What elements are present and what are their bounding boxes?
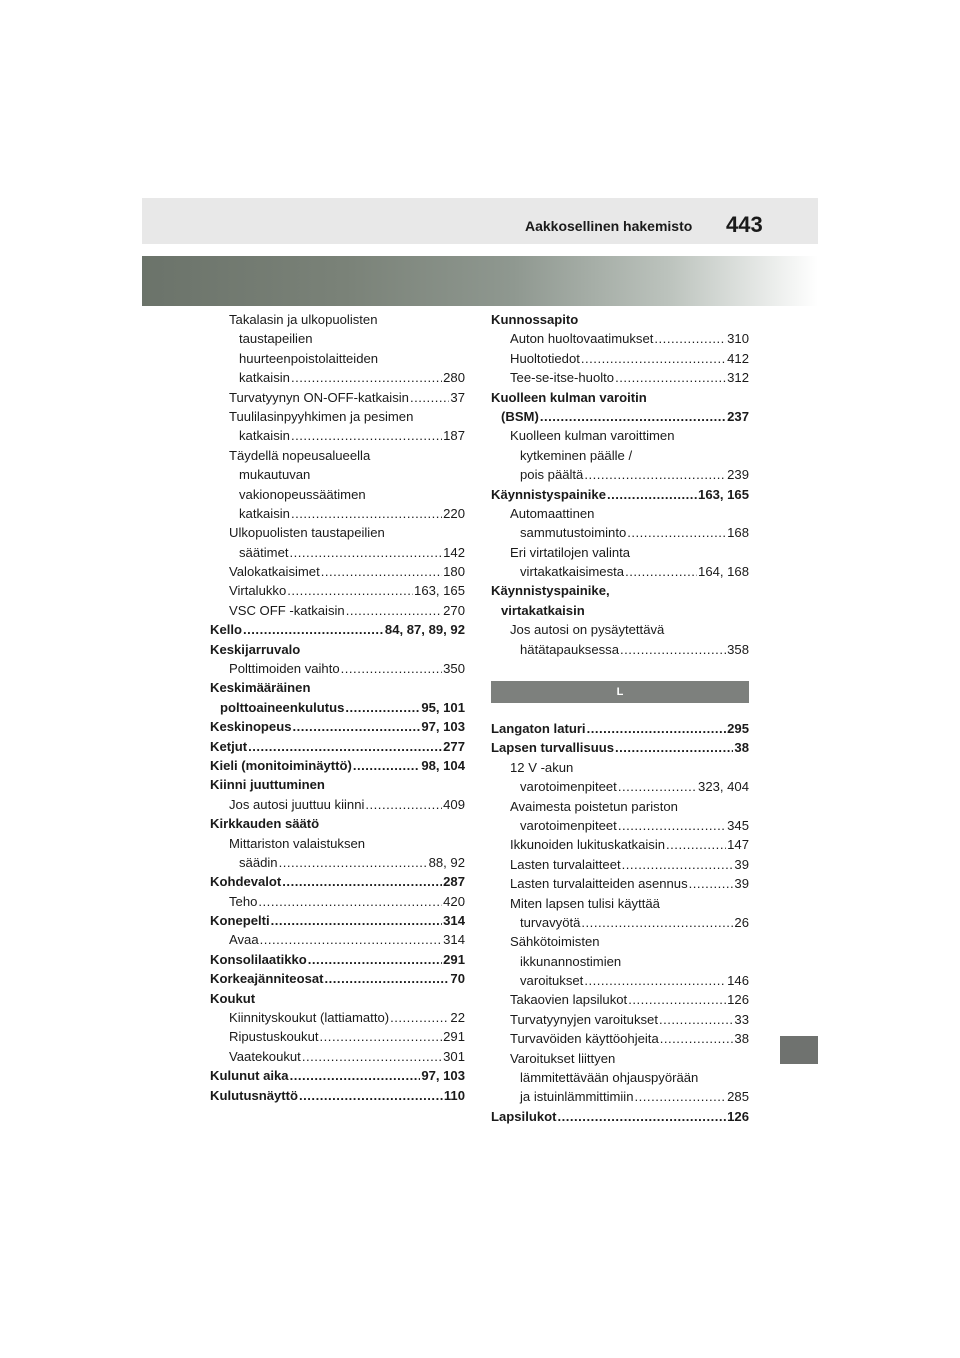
index-entry	[491, 1087, 749, 1106]
dot-leader	[243, 620, 384, 639]
index-entry-text: Avaimesta poistetun pariston	[510, 798, 678, 814]
index-entry	[210, 678, 465, 697]
index-entry-page: 39	[734, 856, 749, 872]
index-entry-text: 12 V -akun	[510, 759, 574, 775]
index-entry-text: Lasten turvalaitteet	[510, 856, 621, 872]
index-entry-text: Virtalukko	[229, 583, 287, 599]
index-entry-text: Turvatyynyn ON-OFF-katkaisin	[229, 389, 409, 405]
index-entry-page: 187	[443, 428, 465, 444]
index-entry-text: säätimet	[239, 544, 289, 560]
index-entry	[210, 969, 465, 988]
index-entry	[491, 388, 749, 407]
dot-leader	[308, 950, 442, 969]
index-entry-text: Avaa	[229, 932, 259, 948]
page-number: 443	[726, 212, 763, 237]
index-entry	[491, 446, 749, 465]
index-entry-text: (BSM)	[501, 408, 539, 424]
index-entry-page: 280	[443, 370, 465, 386]
index-entry-page: 70	[450, 971, 465, 987]
index-entry	[210, 504, 465, 523]
index-entry-text: Ripustuskoukut	[229, 1029, 319, 1045]
dot-leader	[291, 504, 442, 523]
index-entry	[210, 485, 465, 504]
index-entry-text: ja istuinlämmittimiin	[520, 1089, 634, 1105]
index-entry-page: 301	[443, 1048, 465, 1064]
index-entry-page: 310	[727, 331, 749, 347]
index-entry-page: 314	[443, 932, 465, 948]
index-entry	[491, 952, 749, 971]
index-entry	[491, 1010, 749, 1029]
index-entry-page: 180	[443, 564, 465, 580]
index-entry	[210, 775, 465, 794]
index-entry-text: Kohdevalot	[210, 874, 282, 890]
index-entry	[210, 562, 465, 581]
decorative-gradient-band	[142, 256, 818, 306]
index-entry-page: 163, 165	[414, 583, 465, 599]
index-entry	[210, 543, 465, 562]
index-entry	[491, 640, 749, 659]
index-entry-page: 295	[727, 721, 749, 737]
index-entry	[210, 349, 465, 368]
index-entry-text: varoitukset	[520, 973, 584, 989]
dot-leader	[410, 388, 449, 407]
index-entry	[491, 543, 749, 562]
index-entry-text: kytkeminen päälle /	[520, 447, 633, 463]
index-entry-text: Huoltotiedot	[510, 350, 580, 366]
index-entry-page: 350	[443, 661, 465, 677]
index-entry	[210, 407, 465, 426]
dot-leader	[607, 485, 697, 504]
dot-leader	[625, 562, 697, 581]
index-entry-page: 95, 101	[421, 699, 465, 715]
index-entry-text: huurteenpoistolaitteiden	[239, 350, 379, 366]
index-entry-text: varotoimenpiteet	[520, 779, 617, 795]
index-entry-page: 26	[734, 914, 749, 930]
index-entry-text: Valokatkaisimet	[229, 564, 320, 580]
index-entry-text: Lasten turvalaitteiden asennus	[510, 876, 688, 892]
index-entry-text: Tee-se-itse-huolto	[510, 370, 615, 386]
index-entry	[210, 717, 465, 736]
index-entry	[491, 874, 749, 893]
index-entry	[491, 855, 749, 874]
index-entry-page: 312	[727, 370, 749, 386]
index-entry-page: 285	[727, 1089, 749, 1105]
index-entry	[491, 738, 749, 757]
index-entry	[210, 368, 465, 387]
index-entry-text: Auton huoltovaatimukset	[510, 331, 654, 347]
index-entry-text: VSC OFF -katkaisin	[229, 602, 345, 618]
dot-leader	[346, 601, 442, 620]
index-entry-page: 220	[443, 505, 465, 521]
dot-leader	[248, 737, 442, 756]
index-entry-text: lämmitettävään ohjauspyörään	[520, 1070, 699, 1086]
index-entry-text: Kuolleen kulman varoittimen	[510, 428, 675, 444]
index-entry-text: ikkunannostimien	[520, 953, 622, 969]
index-entry	[491, 719, 749, 738]
index-entry-text: katkaisin	[239, 505, 290, 521]
index-entry-text: Konsolilaatikko	[210, 951, 307, 967]
dot-leader	[628, 991, 726, 1010]
index-entry-text: Kiinnityskoukut (lattiamatto)	[229, 1010, 390, 1026]
index-entry	[491, 758, 749, 777]
dot-leader	[689, 874, 734, 893]
dot-leader	[302, 1047, 442, 1066]
dot-leader	[291, 426, 442, 445]
index-entry	[210, 329, 465, 348]
index-entry-text: katkaisin	[239, 428, 290, 444]
index-entry-page: 237	[727, 408, 749, 424]
index-entry	[491, 349, 749, 368]
index-entry-text: Eri virtatilojen valinta	[510, 544, 631, 560]
dot-leader	[345, 698, 420, 717]
index-entry-text: Lapsilukot	[491, 1108, 557, 1124]
dot-leader	[622, 855, 734, 874]
index-entry-page: 291	[443, 951, 465, 967]
dot-leader	[660, 1029, 734, 1048]
index-entry-text: Kirkkauden säätö	[210, 816, 320, 832]
index-entry-text: Tuulilasinpyyhkimen ja pesimen	[229, 408, 414, 424]
index-entry	[210, 620, 465, 639]
index-entry-page: 39	[734, 876, 749, 892]
index-entry-text: Täydellä nopeusalueella	[229, 447, 371, 463]
header-band	[142, 198, 818, 244]
index-entry-page: 163, 165	[698, 486, 749, 502]
dot-leader	[390, 1008, 449, 1027]
index-entry	[491, 1029, 749, 1048]
dot-leader	[290, 543, 443, 562]
index-entry-text: pois päältä	[520, 467, 584, 483]
index-group-l	[491, 719, 749, 1126]
index-entry-text: mukautuvan	[239, 467, 311, 483]
dot-leader	[279, 853, 428, 872]
index-entry-page: 420	[443, 893, 465, 909]
index-entry-page: 110	[443, 1087, 465, 1103]
index-entry-text: Käynnistyspainike	[491, 486, 606, 502]
index-entry	[210, 388, 465, 407]
dot-leader	[584, 465, 726, 484]
index-entry	[491, 465, 749, 484]
index-entry	[491, 620, 749, 639]
header-title: Aakkosellinen hakemisto	[525, 218, 693, 234]
index-entry-page: 97, 103	[421, 719, 465, 735]
index-entry-page: 270	[443, 602, 465, 618]
dot-leader	[584, 971, 726, 990]
index-entry-page: 147	[727, 837, 749, 853]
index-entry	[210, 659, 465, 678]
index-entry	[210, 1008, 465, 1027]
index-entry	[491, 894, 749, 913]
index-entry-page: 98, 104	[421, 757, 465, 773]
index-entry	[491, 1107, 749, 1126]
index-entry	[491, 581, 749, 600]
index-entry	[491, 601, 749, 620]
index-entry-text: Takalasin ja ulkopuolisten	[229, 311, 378, 327]
index-entry-page: 358	[727, 641, 749, 657]
dot-leader	[282, 872, 442, 891]
index-entry-text: Varoitukset liittyen	[510, 1050, 616, 1066]
index-entry-text: virtakatkaisimesta	[520, 564, 625, 580]
index-entry-text: virtakatkaisin	[501, 602, 585, 618]
index-entry-text: Ulkopuolisten taustapeilien	[229, 525, 385, 541]
index-entry	[210, 931, 465, 950]
index-entry-text: Vaatekoukut	[229, 1048, 301, 1064]
index-entry	[210, 523, 465, 542]
index-entry-text: Keskijarruvalo	[210, 641, 301, 657]
index-entry-text: turvavyötä	[520, 914, 581, 930]
index-entry-text: Ketjut	[210, 738, 248, 754]
index-entry-text: katkaisin	[239, 370, 290, 386]
index-entry	[491, 835, 749, 854]
index-entry	[491, 368, 749, 387]
index-entry	[210, 814, 465, 833]
dot-leader	[620, 640, 726, 659]
index-entry-page: 142	[443, 544, 465, 560]
index-entry	[491, 523, 749, 542]
dot-leader	[654, 329, 726, 348]
index-entry	[491, 310, 749, 329]
index-entry-page: 412	[727, 350, 749, 366]
index-entry-text: Keskinopeus	[210, 719, 292, 735]
index-entry-page: 84, 87, 89, 92	[384, 622, 465, 638]
index-entry-text: Jos autosi on pysäytettävä	[510, 622, 665, 638]
index-entry-page: 38	[734, 1031, 749, 1047]
index-entry	[491, 797, 749, 816]
index-entry	[491, 932, 749, 951]
index-entry	[491, 504, 749, 523]
dot-leader	[290, 1066, 421, 1085]
index-entry-page: 323, 404	[698, 779, 749, 795]
index-entry	[491, 913, 749, 932]
index-entry-text: Mittariston valaistuksen	[229, 835, 366, 851]
index-entry-page: 287	[443, 874, 465, 890]
index-entry-page: 314	[443, 913, 465, 929]
index-entry	[210, 853, 465, 872]
index-entry	[491, 426, 749, 445]
index-entry	[491, 971, 749, 990]
index-entry	[491, 562, 749, 581]
dot-leader	[581, 913, 733, 932]
index-entry	[210, 989, 465, 1008]
index-entry-text: Kiinni juuttuminen	[210, 777, 325, 793]
index-entry	[210, 1047, 465, 1066]
index-entry-page: 88, 92	[428, 854, 465, 870]
index-entry	[210, 892, 465, 911]
index-entry-text: Takaovien lapsilukot	[510, 992, 628, 1008]
index-entry-text: Konepelti	[210, 913, 270, 929]
index-entry-text: Kulutusnäyttö	[210, 1087, 299, 1103]
index-entry	[210, 950, 465, 969]
index-entry-text: Kieli (monitoiminäyttö)	[210, 757, 352, 773]
dot-leader	[615, 738, 733, 757]
dot-leader	[618, 777, 697, 796]
index-entry	[491, 1049, 749, 1068]
dot-leader	[299, 1086, 443, 1105]
index-entry-text: Lapsen turvallisuus	[491, 740, 614, 756]
index-group-k	[491, 310, 749, 659]
index-entry-text: Käynnistyspainike,	[491, 583, 610, 599]
index-entry	[210, 581, 465, 600]
index-entry-text: Kulunut aika	[210, 1068, 289, 1084]
dot-leader	[291, 368, 442, 387]
dot-leader	[557, 1107, 726, 1126]
index-entry-text: Turvatyynyjen varoitukset	[510, 1011, 658, 1027]
index-entry	[210, 698, 465, 717]
index-entry-page: 37	[450, 389, 465, 405]
dot-leader	[293, 717, 421, 736]
index-entry-page: 38	[734, 740, 749, 756]
index-entry-page: 33	[734, 1011, 749, 1027]
index-entry	[210, 426, 465, 445]
index-column-left	[210, 310, 465, 1105]
index-entry	[491, 777, 749, 796]
index-entry-text: taustapeilien	[239, 331, 313, 347]
index-entry-text: Automaattinen	[510, 505, 595, 521]
section-thumb-tab	[780, 1036, 818, 1064]
dot-leader	[321, 562, 442, 581]
index-column-right	[491, 310, 749, 1126]
index-entry	[210, 601, 465, 620]
index-entry-page: 22	[450, 1010, 465, 1026]
dot-leader	[325, 969, 450, 988]
dot-leader	[615, 368, 726, 387]
dot-leader	[258, 892, 442, 911]
dot-leader	[320, 1027, 443, 1046]
dot-leader	[365, 795, 442, 814]
section-header-letter: L	[491, 681, 749, 703]
index-entry-text: Kunnossapito	[491, 311, 579, 327]
index-entry-text: Langaton laturi	[491, 721, 586, 737]
index-entry-text: hätätapauksessa	[520, 641, 620, 657]
index-entry-text: vakionopeussäätimen	[239, 486, 366, 502]
index-entry	[210, 310, 465, 329]
index-entry-text: Sähkötoimisten	[510, 934, 600, 950]
index-entry-page: 291	[443, 1029, 465, 1045]
index-entry	[210, 872, 465, 891]
index-entry-text: Kello	[210, 622, 243, 638]
index-entry-text: Korkeajänniteosat	[210, 971, 324, 987]
index-entry	[210, 465, 465, 484]
dot-leader	[635, 1087, 727, 1106]
dot-leader	[287, 581, 413, 600]
dot-leader	[540, 407, 726, 426]
index-entry-page: 239	[727, 467, 749, 483]
dot-leader	[627, 523, 726, 542]
dot-leader	[581, 349, 726, 368]
index-entry-text: Keskimääräinen	[210, 680, 311, 696]
index-entry	[491, 485, 749, 504]
index-entry	[210, 795, 465, 814]
index-entry	[491, 816, 749, 835]
index-entry-page: 97, 103	[421, 1068, 465, 1084]
index-entry	[210, 446, 465, 465]
index-entry	[210, 737, 465, 756]
index-entry-text: Jos autosi juuttuu kiinni	[229, 796, 365, 812]
index-entry-text: Ikkunoiden lukituskatkaisin	[510, 837, 666, 853]
index-entry	[210, 640, 465, 659]
index-entry	[491, 407, 749, 426]
index-entry-text: säädin	[239, 854, 278, 870]
index-entry	[210, 1086, 465, 1105]
index-entry-page: 146	[727, 973, 749, 989]
index-entry-text: polttoaineenkulutus	[220, 699, 345, 715]
index-entry-page: 164, 168	[698, 564, 749, 580]
dot-leader	[260, 931, 443, 950]
index-entry-text: sammutustoiminto	[520, 525, 627, 541]
index-entry	[491, 1068, 749, 1087]
index-entry-text: Koukut	[210, 990, 256, 1006]
dot-leader	[341, 659, 443, 678]
index-entry-text: Teho	[229, 893, 258, 909]
index-entry	[210, 756, 465, 775]
index-entry-page: 168	[727, 525, 749, 541]
dot-leader	[587, 719, 727, 738]
index-entry-text: Miten lapsen tulisi käyttää	[510, 895, 660, 911]
index-entry-page: 126	[727, 992, 749, 1008]
index-entry-text: varotoimenpiteet	[520, 817, 617, 833]
index-entry-page: 345	[727, 817, 749, 833]
index-entry	[491, 991, 749, 1010]
dot-leader	[666, 835, 726, 854]
index-entry-page: 126	[727, 1108, 749, 1124]
index-entry-text: Polttimoiden vaihto	[229, 661, 340, 677]
dot-leader	[659, 1010, 733, 1029]
dot-leader	[353, 756, 420, 775]
index-entry	[210, 834, 465, 853]
index-entry	[210, 911, 465, 930]
index-entry-page: 409	[443, 796, 465, 812]
index-entry-text: Kuolleen kulman varoitin	[491, 389, 647, 405]
index-entry	[491, 329, 749, 348]
dot-leader	[271, 911, 442, 930]
index-entry-text: Turvavöiden käyttöohjeita	[510, 1031, 659, 1047]
dot-leader	[618, 816, 726, 835]
index-entry-page: 277	[443, 738, 465, 754]
index-entry	[210, 1027, 465, 1046]
index-entry	[210, 1066, 465, 1085]
